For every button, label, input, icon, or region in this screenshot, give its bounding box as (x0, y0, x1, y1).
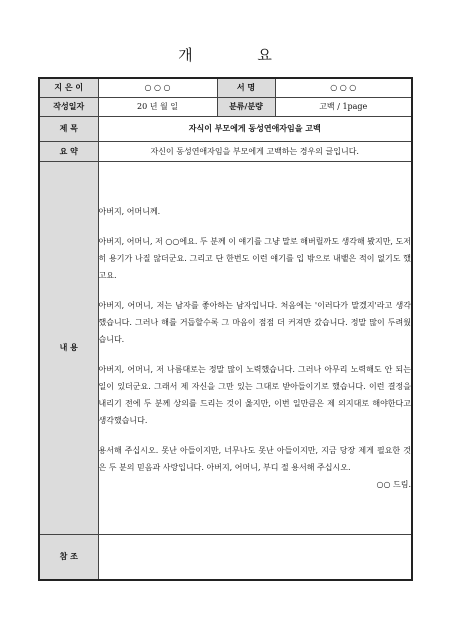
summary-form-table (38, 77, 413, 581)
category-value: 고백 / 1page (275, 97, 412, 116)
date-label: 작성일자 (39, 97, 98, 116)
reference-label: 참 조 (39, 534, 98, 580)
subject-value: 자식이 부모에게 동성연애자임을 고백 (98, 116, 412, 141)
subject-label: 제 목 (39, 116, 98, 141)
content-paragraph: 아버지, 어머니, 저는 남자를 좋아하는 남자입니다. 처음에는 '이러다가 말겠지'라고 생각했습니다. 그러나 해를 거듭할수록 그 마음이 점점 더 커져만 갔습니다. 정말 많이 두려웠습니다. (98, 300, 411, 344)
content-label: 내 용 (39, 161, 98, 534)
category-label: 분류/분량 (217, 97, 275, 116)
author-value: ○ ○ ○ (98, 78, 217, 97)
content-paragraph: 아버지, 어머니, 저 ○○에요. 두 분께 이 얘기를 그냥 말로 해버릴까도 생각해 봤지만, 도저히 용기가 나질 않더군요. 그리고 단 한번도 이런 얘기를 입 밖으로 내뱉은 적이 없기도 했고요. (98, 236, 411, 280)
content-signoff: ○○ 드림. (376, 479, 411, 489)
content-paragraph-greeting: 아버지, 어머니께. (98, 206, 161, 216)
date-value: 20 년 월 일 (98, 97, 217, 116)
content-paragraph: 용서해 주십시오. 못난 아들이지만, 너무나도 못난 아들이지만, 지금 당장 제게 필요한 것은 두 분의 믿음과 사랑입니다. 아버지, 어머니, 부디 절 용서해 주십시오. (98, 445, 411, 472)
content-body (98, 161, 412, 534)
document-title: 개 요 (178, 46, 302, 64)
reference-value (98, 534, 412, 580)
summary-label: 요 약 (39, 141, 98, 161)
author-label: 지 은 이 (39, 78, 98, 97)
signature-value: ○ ○ ○ (275, 78, 412, 97)
signature-label: 서 명 (217, 78, 275, 97)
content-paragraph: 아버지, 어머니, 저 나름대로는 정말 많이 노력했습니다. 그러나 아무리 노력해도 안 되는 일이 있더군요. 그래서 제 자신을 그만 있는 그대로 받아들이기로 했습니다. 이런 결정을 내리기 전에 두 분께 상의를 드리는 것이 옳지만, 이번 일만큼은 제 의지대로 해야한다고 생각했습니다. (98, 364, 411, 425)
summary-value: 자신이 동성연애자임을 부모에게 고백하는 경우의 글입니다. (98, 141, 412, 161)
